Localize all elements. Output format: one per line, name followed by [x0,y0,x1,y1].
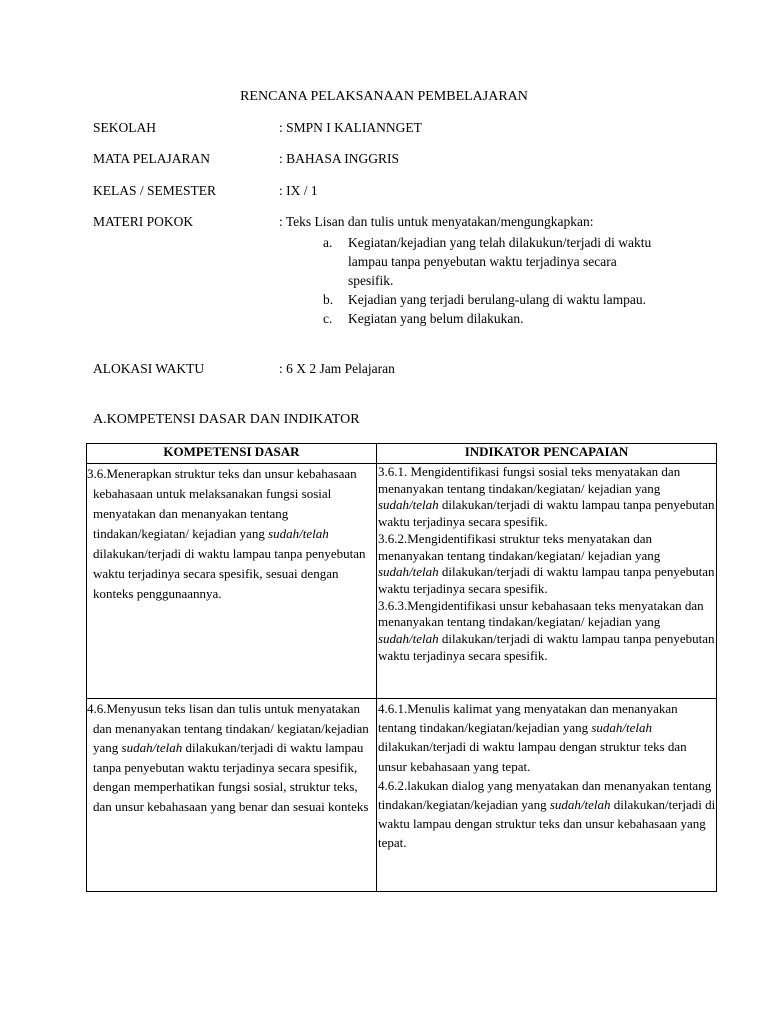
indicator-cell [377,699,717,892]
materi-marker: a. [323,235,333,250]
text-run: 4.6.2.lakukan dialog yang menyatakan dan menanyakan tentang tindakan/kegiatan/kejadian yang [378,777,712,813]
text-run: 4.6.1.Menulis kalimat yang menyatakan dan menanyakan tentang tindakan/kegiatan/kejadian yang [378,701,678,736]
text-run-italic: sudah/telah [378,564,439,580]
indicator-text [378,464,716,531]
materi-item [315,233,665,290]
kd-cell [87,464,377,699]
kd-cell [87,699,377,892]
materi-item [315,309,665,328]
text-run: 3.6.3.Mengidentifikasi unsur kebahasaan teks menyatakan dan menanyakan tentang tindakan/kegiatan/ kejadian yang [378,597,704,630]
competency-table [86,443,717,892]
text-run: dilakukan/terjadi di waktu lampau dengan struktur teks dan unsur kebahasaan yang tepat. [378,797,716,851]
identity-value: : SMPN I KALIANNGET [279,120,422,135]
kd-text [87,464,376,604]
identity-label: ALOKASI WAKTU [93,361,205,376]
materi-item [315,290,665,309]
text-run: dilakukan/terjadi di waktu lampau tanpa penyebutan waktu terjadinya secara spesifik. [378,564,715,596]
table-row [87,699,717,892]
indicator-cell [377,464,717,699]
text-run: 3.6.1. Mengidentifikasi fungsi sosial teks menyatakan dan menanyakan tentang tindakan/kegiatan/ kejadian yang [378,464,681,496]
identity-label: MATERI POKOK [93,214,194,229]
identity-label: SEKOLAH [93,120,156,135]
header-indikator-pencapaian: INDIKATOR PENCAPAIAN [377,444,717,464]
text-run-italic: sudah/telah [378,497,439,513]
materi-text: Kegiatan yang belum dilakukan. [348,311,524,326]
text-run: dilakukan/terjadi di waktu lampau tanpa penyebutan waktu terjadinya secara spesifik. [378,631,715,663]
identity-value: : IX / 1 [279,183,318,198]
text-run-italic: sudah/telah [121,740,183,755]
identity-value: : BAHASA INGGRIS [279,151,400,166]
header-kompetensi-dasar: KOMPETENSI DASAR [87,444,377,464]
identity-value: : Teks Lisan dan tulis untuk menyatakan/mengungkapkan: [279,214,594,229]
table-header-row [87,444,717,464]
text-run: dilakukan/terjadi di waktu lampau tanpa penyebutan waktu terjadinya secara spesifik, sesuai dengan konteks penggunaannya. [93,546,366,601]
indicator-text [378,598,716,665]
identity-value: : 6 X 2 Jam Pelajaran [279,361,395,376]
table-row [87,464,717,699]
materi-list [315,233,665,328]
text-run-italic: sudah/telah [549,797,611,813]
document-title: RENCANA PELAKSANAAN PEMBELAJARAN [240,89,528,104]
text-run: 3.6.Menerapkan struktur teks dan unsur kebahasaan kebahasaan untuk melaksanakan fungsi sosial menyatakan dan menanyakan tentang tindakan/kegiatan/ kejadian yang [87,466,357,541]
text-run: dilakukan/terjadi di waktu lampau tanpa penyebutan waktu terjadinya secara spesifik, dengan memperhatikan fungsi sosial, struktur teks, dan unsur kebahasaan yang benar dan sesuai konteks [93,740,369,814]
text-run: dilakukan/terjadi di waktu lampau tanpa penyebutan waktu terjadinya secara spesifik. [378,497,715,530]
text-run: 3.6.2.Mengidentifikasi struktur teks menyatakan dan menanyakan tentang tindakan/kegiatan/ kejadian yang [378,530,661,563]
identity-label: KELAS / SEMESTER [93,183,217,198]
section-heading: A.KOMPETENSI DASAR DAN INDIKATOR [93,412,360,427]
text-run-italic: sudah/telah [268,526,329,541]
indicator-text [378,776,716,853]
materi-text: Kejadian yang terjadi berulang-ulang di waktu lampau. [348,292,647,307]
text-run-italic: sudah/telah [591,720,653,736]
indicator-text [378,531,716,598]
kd-text [87,699,376,816]
materi-text: Kegiatan/kejadian yang telah dilakukun/terjadi di waktu lampau tanpa penyebutan waktu terjadinya secara spesifik. [348,235,652,288]
materi-marker: c. [323,311,333,326]
text-run: dilakukan/terjadi di waktu lampau dengan struktur teks dan unsur kebahasaan yang tepat. [378,739,687,774]
text-run: 4.6.Menyusun teks lisan dan tulis untuk menyatakan dan menanyakan tentang tindakan/ kegiatan/kejadian yang [87,701,369,755]
identity-label: MATA PELAJARAN [93,151,211,166]
materi-marker: b. [323,292,334,307]
indicator-text [378,699,716,776]
text-run-italic: sudah/telah [378,631,439,647]
